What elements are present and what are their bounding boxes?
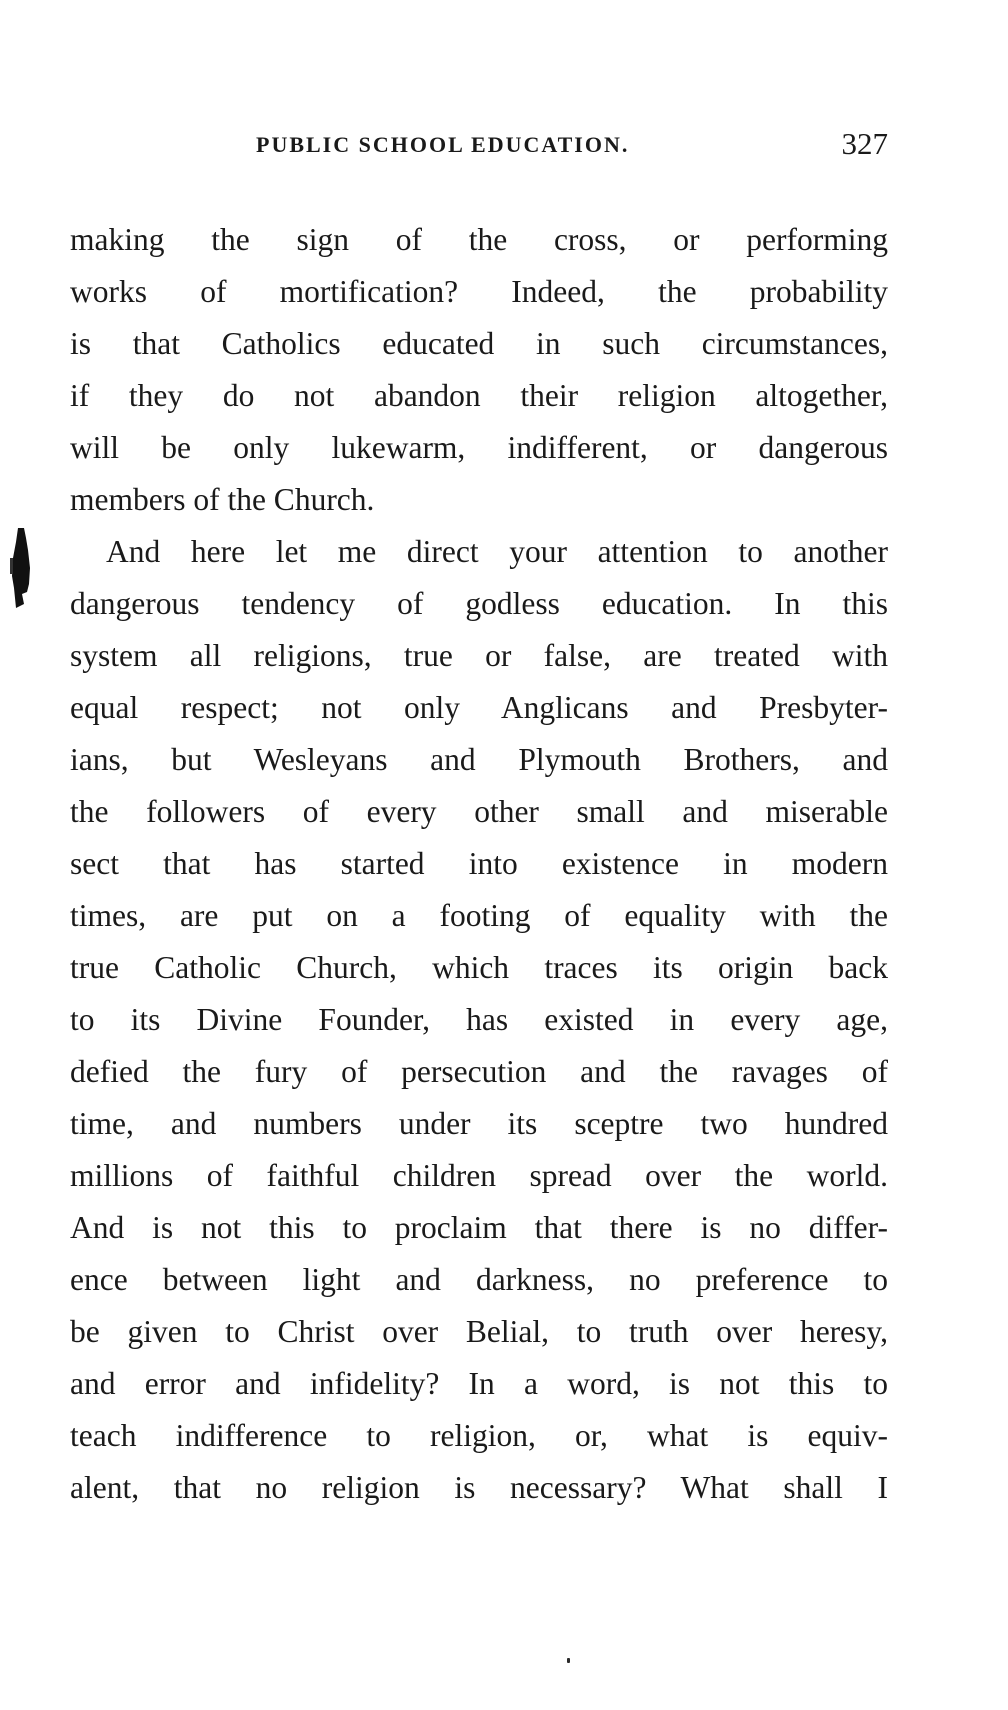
text-line: times, are put on a footing of equality with the xyxy=(70,898,888,933)
text-block xyxy=(70,214,888,1514)
text-line: sect that has started into existence in modern xyxy=(70,846,888,881)
margin-ink-mark xyxy=(10,528,32,608)
text-line: be given to Christ over Belial, to truth over heresy, xyxy=(70,1314,888,1349)
text-line: alent, that no religion is necessary? What shall I xyxy=(70,1470,888,1505)
paragraph-2 xyxy=(70,526,888,1514)
text-line: is that Catholics educated in such circumstances, xyxy=(70,326,888,361)
text-line: making the sign of the cross, or performing xyxy=(70,222,888,257)
text-line: the followers of every other small and miserable xyxy=(70,794,888,829)
text-line: members of the Church. xyxy=(70,482,375,517)
text-line: And is not this to proclaim that there is no differ- xyxy=(70,1210,888,1245)
text-line: ence between light and darkness, no preference to xyxy=(70,1262,888,1297)
text-line: if they do not abandon their religion altogether, xyxy=(70,378,888,413)
text-line: and error and infidelity? In a word, is not this to xyxy=(70,1366,888,1401)
text-line: And here let me direct your attention to another xyxy=(106,534,888,569)
text-line: ians, but Wesleyans and Plymouth Brothers, and xyxy=(70,742,888,777)
text-line: will be only lukewarm, indifferent, or dangerous xyxy=(70,430,888,465)
page-number: 327 xyxy=(841,126,888,161)
text-line: true Catholic Church, which traces its origin back xyxy=(70,950,888,985)
text-line: works of mortification? Indeed, the probability xyxy=(70,274,888,309)
running-head xyxy=(70,128,888,168)
text-line: to its Divine Founder, has existed in every age, xyxy=(70,1002,888,1037)
paragraph-1 xyxy=(70,214,888,526)
text-line: dangerous tendency of godless education. In this xyxy=(70,586,888,621)
text-line: millions of faithful children spread over the world. xyxy=(70,1158,888,1193)
text-line: time, and numbers under its sceptre two hundred xyxy=(70,1106,888,1141)
text-line: teach indifference to religion, or, what is equiv- xyxy=(70,1418,888,1453)
text-line: equal respect; not only Anglicans and Presbyter- xyxy=(70,690,888,725)
running-title: PUBLIC SCHOOL EDUCATION. xyxy=(256,132,630,157)
text-line: system all religions, true or false, are treated with xyxy=(70,638,888,673)
text-line: defied the fury of persecution and the ravages of xyxy=(70,1054,888,1089)
ink-speck xyxy=(567,1658,570,1663)
